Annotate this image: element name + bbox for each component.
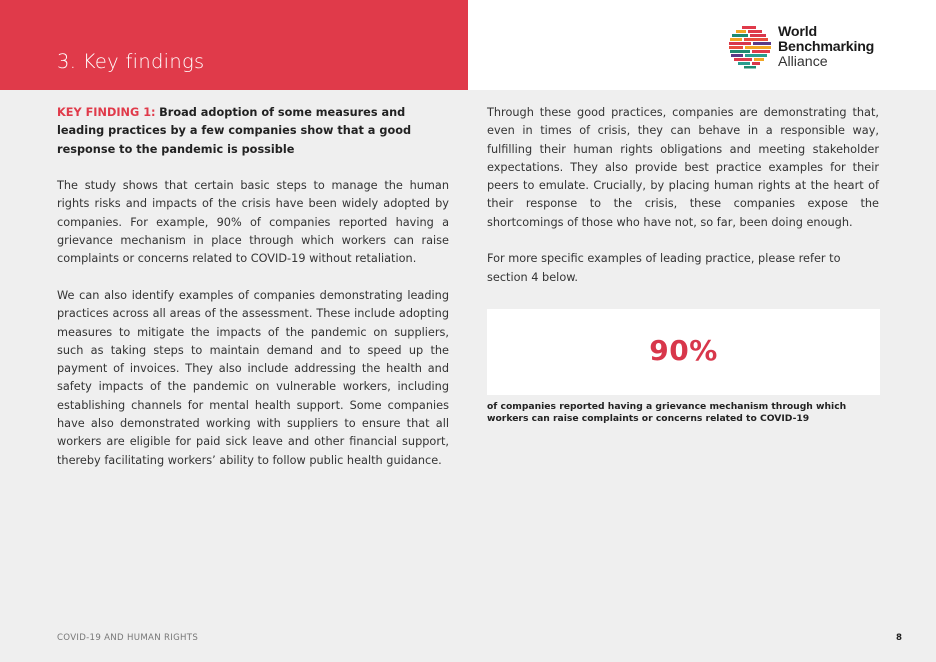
left-paragraph-1: The study shows that certain basic steps to manage the human rights risks and impacts of the crisis have been widely adopted by companies. For example, 90% of companies reported having a grievance mechanism in place through which workers can raise complaints or concerns related to COVID-19 without retaliation. (57, 179, 449, 266)
world-benchmarking-alliance-logo (728, 24, 888, 72)
stat-value: 90% (649, 334, 718, 367)
section-title: 3. Key findings (57, 50, 205, 73)
logo-line-1: World (778, 24, 817, 40)
header-red-band (0, 0, 468, 90)
logo-wordmark (778, 25, 874, 70)
right-column (487, 104, 879, 305)
key-finding-label: KEY FINDING 1: (57, 106, 156, 119)
stat-callout-box (487, 309, 880, 395)
stat-caption: of companies reported having a grievance mechanism through which workers can raise complaints or concerns related to COVID-19 (487, 401, 847, 424)
left-column (57, 104, 449, 488)
wba-logo-icon (728, 24, 774, 70)
left-paragraph-2: We can also identify examples of companies demonstrating leading practices across all areas of the assessment. These include adopting measures to mitigate the impacts of the pandemic on suppliers, such as taking steps to maintain demand and to speed up the payment of invoices. They also include addressing the health and safety impacts of the pandemic on vulnerable workers, including establishing channels for mental health support. Some companies have also demonstrated working with suppliers to ensure that all workers are eligible for paid sick leave and other financial support, thereby facilitating workers’ ability to follow public health guidance. (57, 288, 449, 467)
key-finding-text: Broad adoption of some measures and leading practices by a few companies show that a good response to the pandemic is possible (57, 106, 412, 156)
right-paragraph-2: For more specific examples of leading practice, please refer to section 4 below. (487, 252, 841, 284)
footer-page-number: 8 (896, 633, 902, 643)
key-finding-heading (57, 104, 449, 159)
logo-line-2: Benchmarking (778, 39, 875, 55)
right-paragraph-1: Through these good practices, companies are demonstrating that, even in times of crisis, they can behave in a responsible way, fulfilling their human rights obligations and meeting stakeholder expectations. They also provide best practice examples for their peers to emulate. Crucially, by placing human rights at the heart of their response to the crisis, these companies expose the shortcomings of those who have not, so far, been doing enough. (487, 106, 879, 229)
footer-document-title: COVID-19 AND HUMAN RIGHTS (57, 633, 199, 643)
logo-line-3: Alliance (778, 54, 828, 70)
